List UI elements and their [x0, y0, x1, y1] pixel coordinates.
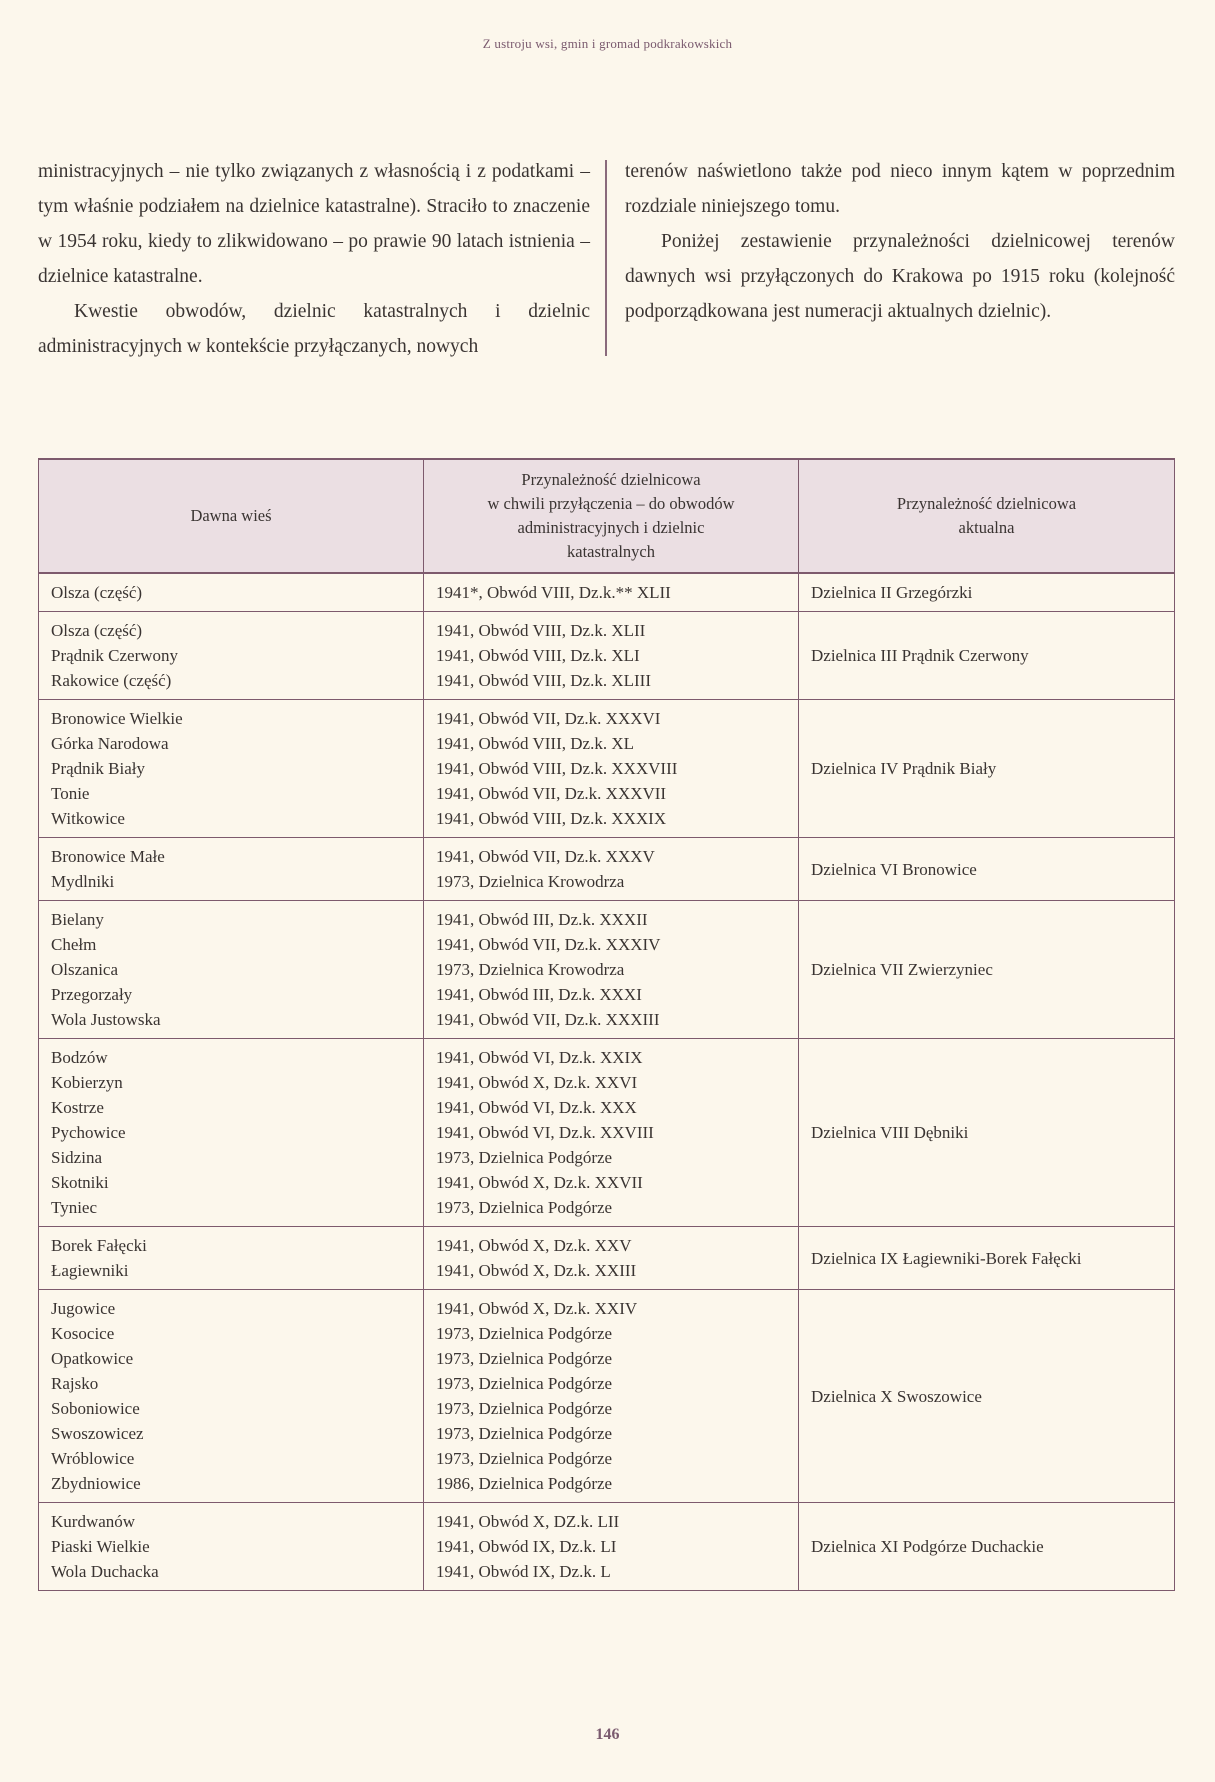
affiliation-entry: 1941, Obwód VII, Dz.k. XXXVII	[436, 784, 667, 803]
cell-current-district: Dzielnica VI Bronowice	[799, 838, 1175, 901]
cell-affiliation-at-annexation	[424, 1039, 799, 1227]
affiliation-entry: 1973, Dzielnica Krowodrza	[436, 960, 625, 979]
cell-current-district: Dzielnica IX Łagiewniki-Borek Fałęcki	[799, 1227, 1175, 1290]
village-name: Tonie	[51, 784, 90, 803]
village-name: Przegorzały	[51, 985, 133, 1004]
table-row	[39, 1290, 1175, 1503]
cell-current-district: Dzielnica VIII Dębniki	[799, 1039, 1175, 1227]
village-name: Kurdwanów	[51, 1512, 136, 1531]
affiliation-entry: 1973, Dzielnica Podgórze	[436, 1198, 613, 1217]
page-number: 146	[595, 1726, 620, 1743]
village-name: Kobierzyn	[51, 1073, 123, 1092]
affiliation-entry: 1941, Obwód VIII, Dz.k. XXXIX	[436, 809, 667, 828]
table-row	[39, 1227, 1175, 1290]
header-former-village: Dawna wieś	[39, 459, 424, 573]
cell-former-villages	[39, 1290, 424, 1503]
affiliation-entry: 1973, Dzielnica Podgórze	[436, 1374, 613, 1393]
affiliation-entry: 1941, Obwód X, DZ.k. LII	[436, 1512, 620, 1531]
village-name: Prądnik Czerwony	[51, 646, 179, 665]
affiliation-entry: 1941, Obwód VIII, Dz.k. XXXVIII	[436, 759, 678, 778]
cell-affiliation-at-annexation	[424, 901, 799, 1039]
cell-former-villages	[39, 573, 424, 612]
cell-former-villages	[39, 700, 424, 838]
affiliation-entry: 1941, Obwód X, Dz.k. XXV	[436, 1236, 632, 1255]
affiliation-entry: 1973, Dzielnica Podgórze	[436, 1148, 613, 1167]
village-name: Olszanica	[51, 960, 119, 979]
table-row	[39, 901, 1175, 1039]
cell-former-villages	[39, 612, 424, 700]
village-name: Borek Fałęcki	[51, 1236, 147, 1255]
affiliation-entry: 1973, Dzielnica Podgórze	[436, 1399, 613, 1418]
village-name: Tyniec	[51, 1198, 98, 1217]
cell-current-district: Dzielnica XI Podgórze Duchackie	[799, 1503, 1175, 1591]
village-name: Sidzina	[51, 1148, 102, 1167]
village-name: Prądnik Biały	[51, 759, 145, 778]
affiliation-entry: 1941, Obwód VII, Dz.k. XXXIII	[436, 1010, 660, 1029]
village-name: Kosocice	[51, 1324, 115, 1343]
village-name: Wola Duchacka	[51, 1562, 159, 1581]
right-text-column	[625, 154, 1175, 329]
affiliation-entry: 1941, Obwód IX, Dz.k. LI	[436, 1537, 617, 1556]
paragraph: ministracyjnych – nie tylko związanych z własnością i z podatkami – tym właśnie podziałem na dzielnice katastralne). Straciło to znaczenie w 1954 roku, kiedy to zlikwidowano – po prawie 90 latach istnienia – dzielnice katastralne.	[38, 161, 590, 287]
cell-current-district: Dzielnica IV Prądnik Biały	[799, 700, 1175, 838]
affiliation-entry: 1973, Dzielnica Podgórze	[436, 1324, 613, 1343]
affiliation-entry: 1941, Obwód VII, Dz.k. XXXIV	[436, 935, 661, 954]
paragraph: terenów naświetlono także pod nieco innym kątem w poprzednim rozdziale niniejszego tomu.	[625, 161, 1175, 217]
affiliation-entry: 1941, Obwód VI, Dz.k. XXVIII	[436, 1123, 654, 1142]
affiliation-entry: 1973, Dzielnica Krowodrza	[436, 872, 625, 891]
affiliation-entry: 1941, Obwód VII, Dz.k. XXXV	[436, 847, 655, 866]
village-name: Górka Narodowa	[51, 734, 169, 753]
cell-current-district: Dzielnica X Swoszowice	[799, 1290, 1175, 1503]
affiliation-entry: 1941, Obwód X, Dz.k. XXVII	[436, 1173, 643, 1192]
cell-former-villages	[39, 1503, 424, 1591]
cell-affiliation-at-annexation	[424, 838, 799, 901]
affiliation-entry: 1941, Obwód VI, Dz.k. XXX	[436, 1098, 637, 1117]
village-name: Rakowice (część)	[51, 671, 172, 690]
header-affiliation-at-annexation: Przynależność dzielnicowa w chwili przyłączenia – do obwodów administracyjnych i dzielnic katastralnych	[424, 459, 799, 573]
affiliation-entry: 1941, Obwód X, Dz.k. XXIII	[436, 1261, 637, 1280]
affiliation-entry: 1941, Obwód III, Dz.k. XXXII	[436, 910, 648, 929]
village-name: Piaski Wielkie	[51, 1537, 150, 1556]
village-name: Bodzów	[51, 1048, 108, 1067]
affiliation-entry: 1941, Obwód VIII, Dz.k. XLII	[436, 621, 646, 640]
paragraph: Kwestie obwodów, dzielnic katastralnych i dzielnic administracyjnych w kontekście przyłączanych, nowych	[38, 301, 590, 357]
cell-current-district: Dzielnica II Grzegórzki	[799, 573, 1175, 612]
table-row	[39, 700, 1175, 838]
cell-affiliation-at-annexation	[424, 573, 799, 612]
affiliation-entry: 1986, Dzielnica Podgórze	[436, 1474, 613, 1493]
affiliation-entry: 1973, Dzielnica Podgórze	[436, 1424, 613, 1443]
affiliation-entry: 1941, Obwód VIII, Dz.k. XLIII	[436, 671, 651, 690]
village-name: Wola Justowska	[51, 1010, 161, 1029]
affiliation-entry: 1973, Dzielnica Podgórze	[436, 1349, 613, 1368]
village-name: Wróblowice	[51, 1449, 135, 1468]
affiliation-entry: 1941, Obwód VIII, Dz.k. XLI	[436, 646, 640, 665]
village-name: Swoszowicez	[51, 1424, 144, 1443]
cell-affiliation-at-annexation	[424, 700, 799, 838]
paragraph: Poniżej zestawienie przynależności dzielnicowej terenów dawnych wsi przyłączonych do Krakowa po 1915 roku (kolejność podporządkowana jest numeracji aktualnych dzielnic).	[625, 231, 1175, 322]
district-affiliation-table	[38, 458, 1175, 1591]
village-name: Skotniki	[51, 1173, 109, 1192]
cell-affiliation-at-annexation	[424, 1503, 799, 1591]
affiliation-entry: 1941, Obwód IX, Dz.k. L	[436, 1562, 611, 1581]
table-row	[39, 1039, 1175, 1227]
table-row	[39, 1503, 1175, 1591]
table-row	[39, 612, 1175, 700]
village-name: Rajsko	[51, 1374, 99, 1393]
village-name: Łagiewniki	[51, 1261, 129, 1280]
cell-current-district: Dzielnica III Prądnik Czerwony	[799, 612, 1175, 700]
cell-former-villages	[39, 1227, 424, 1290]
village-name: Kostrze	[51, 1098, 104, 1117]
village-name: Olsza (część)	[51, 583, 143, 602]
left-text-column	[38, 154, 590, 364]
affiliation-entry: 1973, Dzielnica Podgórze	[436, 1449, 613, 1468]
village-name: Soboniowice	[51, 1399, 140, 1418]
affiliation-entry: 1941, Obwód III, Dz.k. XXXI	[436, 985, 642, 1004]
village-name: Chełm	[51, 935, 97, 954]
village-name: Witkowice	[51, 809, 125, 828]
village-name: Bielany	[51, 910, 104, 929]
running-header: Z ustroju wsi, gmin i gromad podkrakowskich	[482, 36, 733, 51]
village-name: Bronowice Małe	[51, 847, 165, 866]
header-current-district: Przynależność dzielnicowa aktualna	[799, 459, 1175, 573]
village-name: Bronowice Wielkie	[51, 709, 183, 728]
cell-affiliation-at-annexation	[424, 1290, 799, 1503]
village-name: Olsza (część)	[51, 621, 143, 640]
cell-affiliation-at-annexation	[424, 612, 799, 700]
column-divider	[605, 160, 607, 356]
table-row	[39, 573, 1175, 612]
village-name: Opatkowice	[51, 1349, 134, 1368]
village-name: Zbydniowice	[51, 1474, 141, 1493]
affiliation-entry: 1941*, Obwód VIII, Dz.k.** XLII	[436, 583, 671, 602]
village-name: Jugowice	[51, 1299, 116, 1318]
cell-former-villages	[39, 838, 424, 901]
table-body	[39, 573, 1175, 1591]
table-row	[39, 838, 1175, 901]
cell-former-villages	[39, 1039, 424, 1227]
village-name: Pychowice	[51, 1123, 126, 1142]
village-name: Mydlniki	[51, 872, 115, 891]
cell-former-villages	[39, 901, 424, 1039]
affiliation-entry: 1941, Obwód VIII, Dz.k. XL	[436, 734, 634, 753]
cell-current-district: Dzielnica VII Zwierzyniec	[799, 901, 1175, 1039]
table-header-row	[39, 459, 1175, 573]
affiliation-entry: 1941, Obwód X, Dz.k. XXVI	[436, 1073, 638, 1092]
affiliation-entry: 1941, Obwód VII, Dz.k. XXXVI	[436, 709, 661, 728]
affiliation-entry: 1941, Obwód VI, Dz.k. XXIX	[436, 1048, 643, 1067]
cell-affiliation-at-annexation	[424, 1227, 799, 1290]
affiliation-entry: 1941, Obwód X, Dz.k. XXIV	[436, 1299, 638, 1318]
